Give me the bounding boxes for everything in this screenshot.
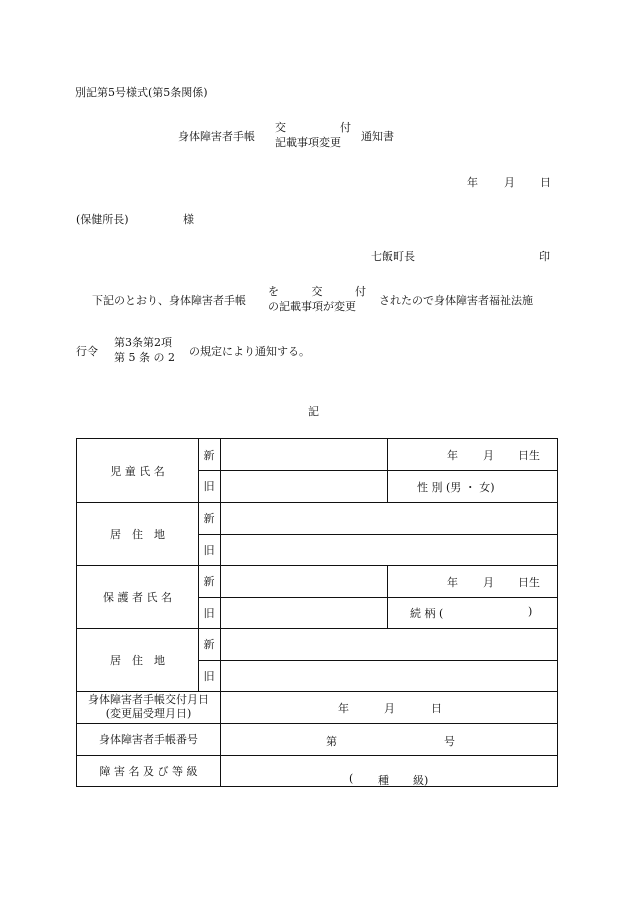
child-name-new-field[interactable] bbox=[220, 439, 387, 470]
body-opt-wo: を bbox=[268, 285, 279, 298]
issue-day: 日 bbox=[431, 702, 442, 715]
grade-type: 種 bbox=[378, 774, 389, 787]
body-opt-issue-b: 付 bbox=[355, 285, 366, 298]
notebook-number-label: 身体障害者手帳番号 bbox=[99, 733, 198, 746]
child-name-label: 児 童 氏 名 bbox=[110, 464, 165, 478]
grade-close: 級) bbox=[413, 774, 429, 787]
title-opt-issue-b: 付 bbox=[340, 121, 351, 134]
guardian-relation-close: ) bbox=[528, 605, 533, 618]
guardian-residence-old-label: 旧 bbox=[203, 669, 215, 683]
date-day: 日 bbox=[540, 176, 551, 189]
article-2: 第 5 条 の 2 bbox=[114, 351, 175, 364]
child-name-old-field[interactable] bbox=[220, 470, 387, 502]
residence-old-label: 旧 bbox=[203, 543, 215, 557]
body-line2-prefix: 行令 bbox=[76, 345, 98, 358]
addressee: (保健所長) bbox=[76, 213, 129, 226]
article-1: 第3条第2項 bbox=[114, 336, 172, 349]
title-opt-issue-a: 交 bbox=[275, 121, 286, 134]
guardian-residence-label: 居 住 地 bbox=[110, 653, 165, 667]
notebook-number-prefix: 第 bbox=[326, 735, 337, 748]
child-residence-label: 居 住 地 bbox=[110, 527, 165, 541]
title-opt-change: 記載事項変更 bbox=[275, 136, 341, 149]
guardian-birth-month: 月 bbox=[483, 576, 494, 589]
body-articles bbox=[114, 335, 175, 365]
title-suffix: 通知書 bbox=[361, 130, 394, 143]
guardian-residence-new-label: 新 bbox=[203, 638, 215, 651]
ki-heading: 記 bbox=[308, 405, 319, 418]
guardian-birth-year: 年 bbox=[447, 576, 458, 589]
guardian-old-label: 旧 bbox=[203, 606, 215, 620]
issue-year: 年 bbox=[338, 702, 349, 715]
info-table bbox=[76, 438, 558, 787]
issuer: 七飯町長 bbox=[371, 250, 415, 263]
child-old-label: 旧 bbox=[203, 480, 215, 493]
child-new-label: 新 bbox=[203, 448, 215, 462]
body-line1-suffix: されたので身体障害者福祉法施 bbox=[379, 294, 533, 307]
guardian-residence-old-field[interactable] bbox=[220, 660, 557, 691]
body-options bbox=[268, 284, 366, 314]
body-line2-suffix: の規定により通知する。 bbox=[189, 345, 310, 358]
date-year: 年 bbox=[467, 176, 478, 189]
body-opt-issue-a: 交 bbox=[311, 285, 323, 298]
guardian-new-label: 新 bbox=[203, 575, 215, 588]
seal-mark: 印 bbox=[539, 250, 550, 263]
body-line1-prefix: 下記のとおり、身体障害者手帳 bbox=[92, 294, 246, 307]
guardian-name-new-field[interactable] bbox=[220, 565, 387, 597]
title-options bbox=[275, 120, 351, 150]
form-number: 別記第5号様式(第5条関係) bbox=[75, 86, 208, 99]
child-birth-month: 月 bbox=[483, 449, 494, 462]
guardian-name-label: 保 護 者 氏 名 bbox=[103, 590, 172, 604]
issue-date-label-sub: (変更届受理月日) bbox=[105, 707, 192, 720]
body-opt-change: の記載事項が変更 bbox=[268, 300, 356, 313]
child-birth-day: 日生 bbox=[518, 449, 540, 462]
title-prefix: 身体障害者手帳 bbox=[178, 130, 255, 143]
guardian-name-old-field[interactable] bbox=[220, 597, 387, 628]
residence-new-label: 新 bbox=[203, 512, 215, 525]
issue-date-label-main: 身体障害者手帳交付月日 bbox=[88, 693, 209, 706]
grade-open: ( bbox=[349, 772, 354, 785]
residence-old-field[interactable] bbox=[220, 534, 557, 565]
issue-month: 月 bbox=[384, 702, 395, 715]
guardian-residence-new-field[interactable] bbox=[220, 628, 557, 660]
residence-new-field[interactable] bbox=[220, 502, 557, 534]
addressee-honorific: 様 bbox=[183, 213, 194, 226]
child-sex: 性 別 (男 ・ 女) bbox=[417, 481, 495, 494]
notebook-number-suffix: 号 bbox=[444, 735, 455, 748]
issue-date-label bbox=[77, 691, 220, 723]
child-birth-year: 年 bbox=[447, 449, 458, 462]
date-month: 月 bbox=[504, 176, 515, 189]
disability-label: 障 害 名 及 び 等 級 bbox=[99, 764, 198, 778]
guardian-relation: 続 柄 ( bbox=[410, 607, 444, 620]
guardian-birth-day: 日生 bbox=[518, 576, 540, 589]
